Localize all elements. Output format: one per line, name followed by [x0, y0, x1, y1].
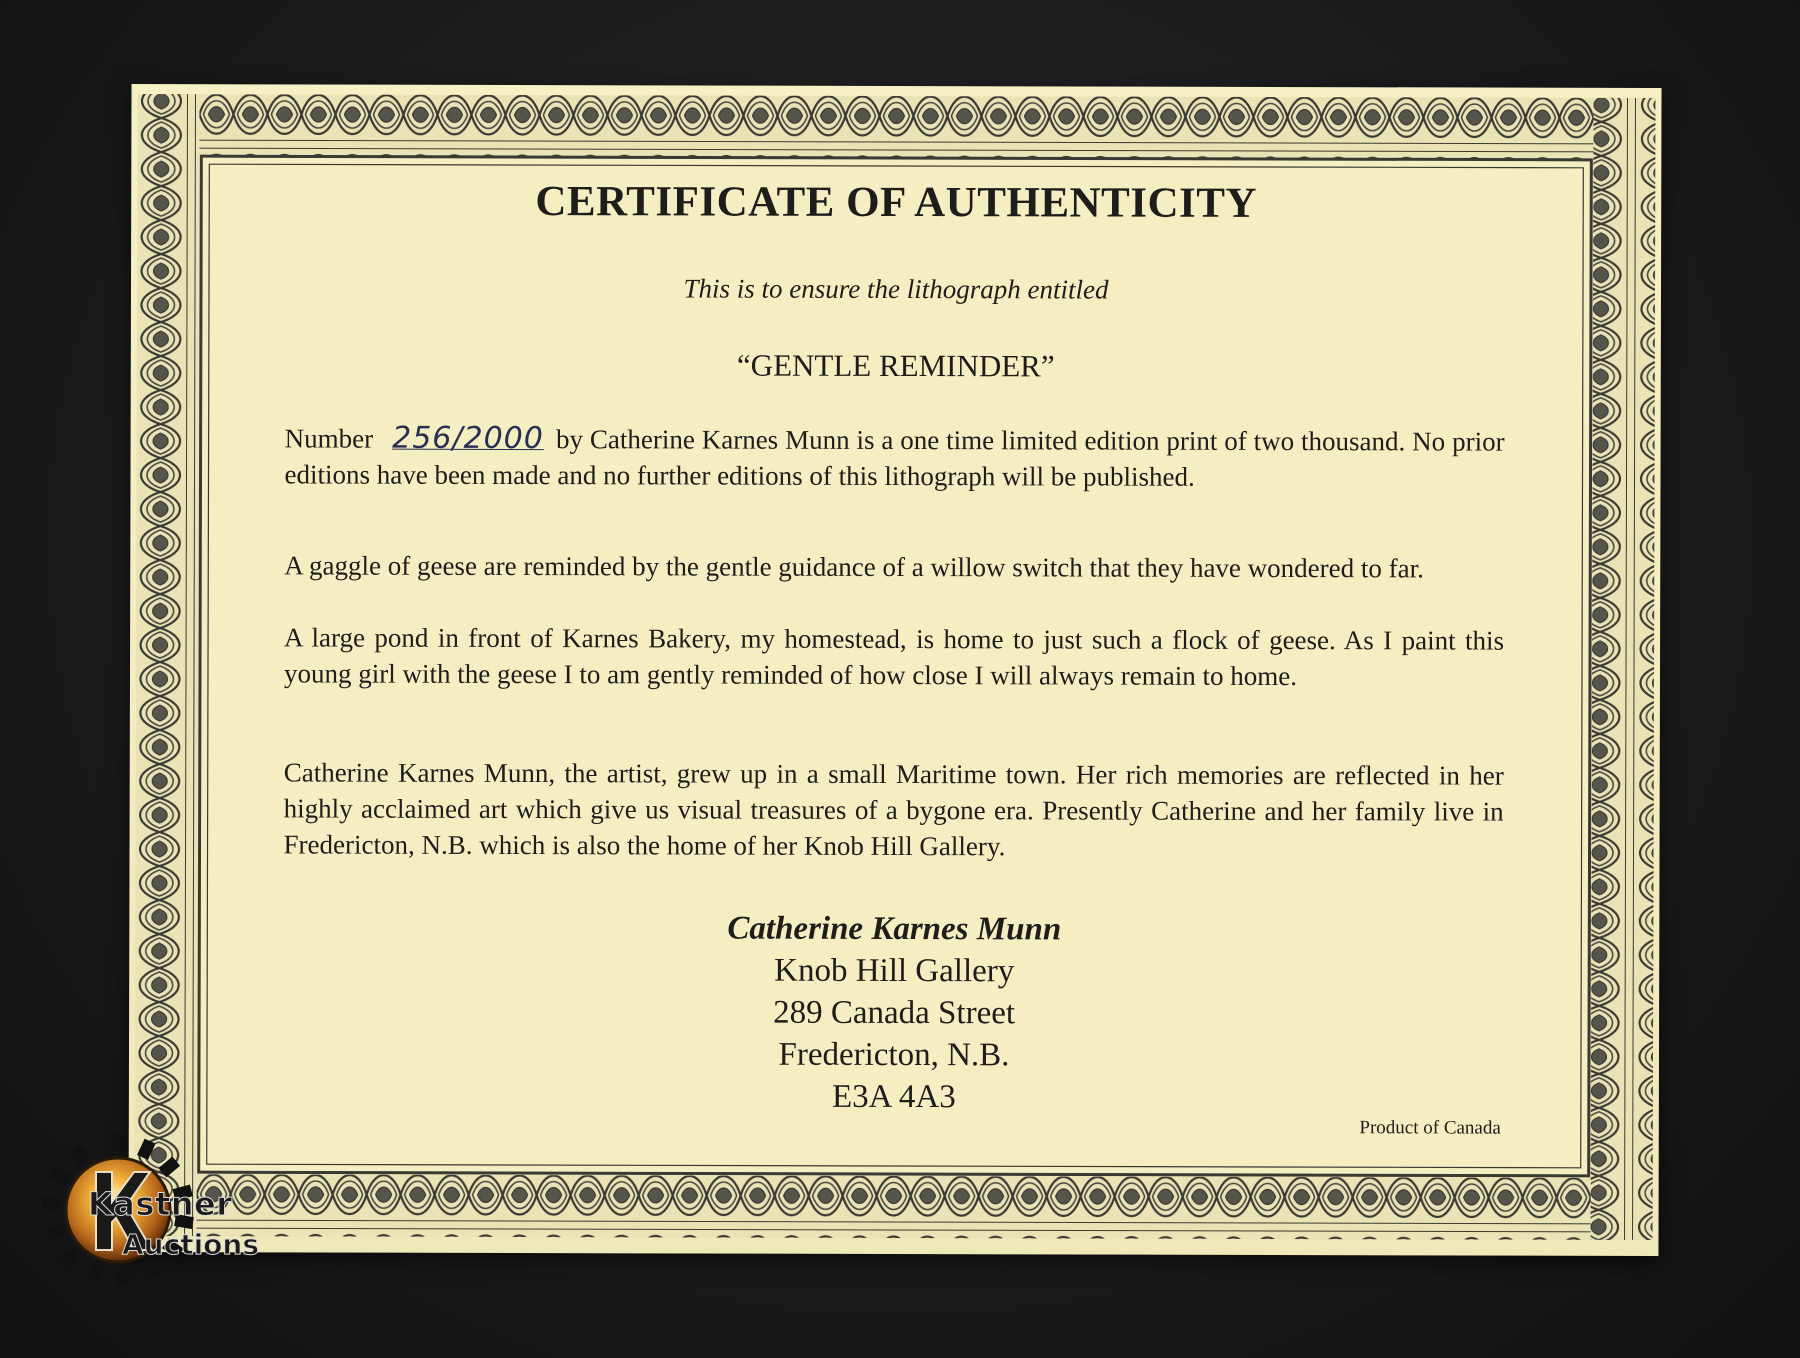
homestead-paragraph: A large pond in front of Karnes Bakery, my homestead, is home to just such a flock of geese. As I paint this young girl with the geese I to am gently reminded of how close I will always remain to home.: [283, 622, 1505, 692]
street-address: 289 Canada Street: [773, 994, 1016, 1032]
signature-block: [129, 906, 1660, 1120]
edition-number-handwritten: 256/2000: [392, 420, 544, 457]
number-prefix: Number: [284, 423, 374, 454]
postal-code: E3A 4A3: [831, 1078, 956, 1116]
city-address: Fredericton, N.B.: [778, 1036, 1010, 1074]
artwork-title: “GENTLE REMINDER”: [736, 347, 1055, 384]
certificate-paper: [128, 84, 1661, 1256]
product-of-canada-note: Product of Canada: [1359, 1117, 1501, 1139]
description-paragraph: A gaggle of geese are reminded by the gentle guidance of a willow switch that they have wondered to far.: [284, 550, 1424, 584]
logo-brand-line2: Auctions: [122, 1228, 260, 1261]
artist-name: Catherine Karnes Munn: [727, 910, 1062, 948]
logo-brand-line1: Kastner: [88, 1185, 233, 1223]
artist-bio-paragraph: Catherine Karnes Munn, the artist, grew up in a small Maritime town. Her rich memories are reflected in her highly acclaimed art which give us visual treasures of a bygone era. Presently Catherine and her family live in Fredericton, N.B. which is also the home of her Knob Hill Gallery.: [283, 757, 1504, 862]
gallery-name: Knob Hill Gallery: [774, 952, 1015, 990]
certificate-title: CERTIFICATE OF AUTHENTICITY: [535, 178, 1258, 227]
edition-paragraph: [284, 420, 1504, 495]
certificate-content: [128, 84, 1661, 1256]
edition-paragraph-text: by Catherine Karnes Munn is a one time limited edition print of two thousand. No prior editions have been made and no further editions of this lithograph will be published.: [284, 424, 1505, 492]
edition-number-field: [380, 421, 556, 457]
certificate-subtitle: This is to ensure the lithograph entitled: [683, 273, 1109, 305]
